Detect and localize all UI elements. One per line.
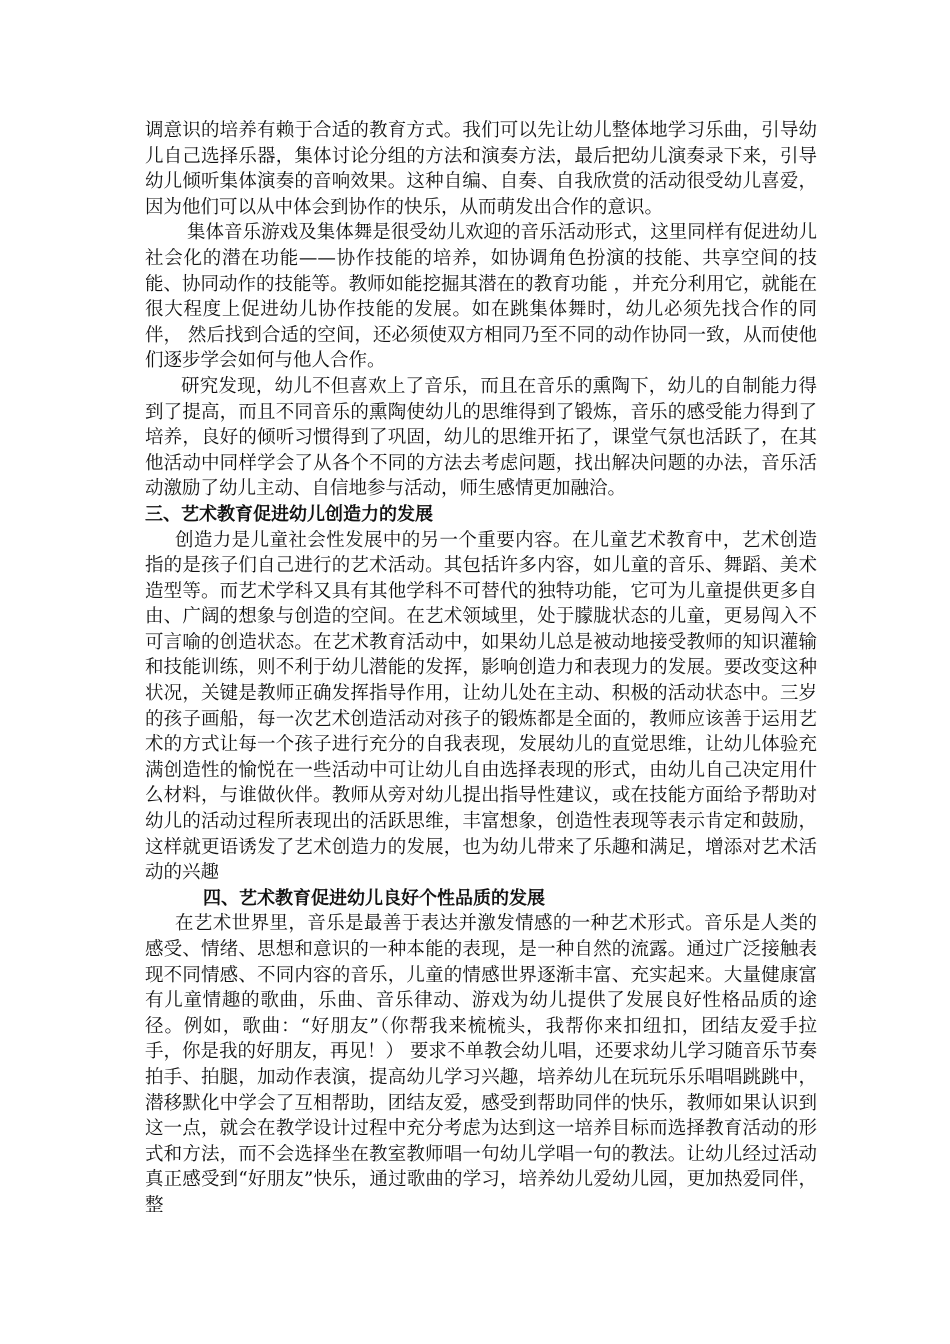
- section-heading-creativity: 三、艺术教育促进幼儿创造力的发展: [145, 503, 433, 525]
- paragraph-group-music-games: 集体音乐游戏及集体舞是很受幼儿欢迎的音乐活动形式，这里同样有促进幼儿社会化的潜在功能——协作技能的培养，如协调角色扮演的技能、共享空间的技能、协同动作的技能等。教师如能挖掘其潜在的教育功能 ，并充分利用它，就能在很大程度上促进幼儿协作技能的发展。如在跳集体舞时，幼儿必须先找合作的同伴， 然后找到合适的空间，还必须使双方相同乃至不同的动作协同一致，从而使他们逐步学会如何与他人合作。: [145, 222, 817, 372]
- paragraph-personality: 在艺术世界里，音乐是最善于表达并激发情感的一种艺术形式。音乐是人类的感受、情绪、思想和意识的一种本能的表现，是一种自然的流露。通过广泛接触表现不同情感、不同内容的音乐，儿童的情感世界逐渐丰富、充实起来。大量健康富有儿童情趣的歌曲，乐曲、音乐律动、游戏为幼儿提供了发展良好性格品质的途径。例如，歌曲：“好朋友”（你帮我来梳梳头，我帮你来扣纽扣，团结友爱手拉手，你是我的好朋友，再见！） 要求不单教会幼儿唱，还要求幼儿学习随音乐节奏拍手、拍腿，加动作表演，提高幼儿学习兴趣，培养幼儿在玩玩乐乐唱唱跳跳中，潜移默化中学会了互相帮助，团结友爱，感受到帮助同伴的快乐，教师如果认识到这一点，就会在教学设计过程中充分考虑为达到这一培养目标而选择教育活动的形式和方法，而不会选择坐在教室教师唱一句幼儿学唱一句的教法。让幼儿经过活动真正感受到“好朋友”快乐，通过歌曲的学习，培养幼儿爱幼儿园，更加热爱同伴，整: [145, 913, 817, 1216]
- paragraph-creativity: 创造力是儿童社会性发展中的另一个重要内容。在儿童艺术教育中，艺术创造指的是孩子们自己进行的艺术活动。其包括许多内容，如儿童的音乐、舞蹈、美术造型等。而艺术学科又具有其他学科不可替代的独特功能，它可为儿童提供更多自由、广阔的想象与创造的空间。在艺术领域里，处于朦胧状态的儿童，更易闯入不可言喻的创造状态。在艺术教育活动中，如果幼儿总是被动地接受教师的知识灌输和技能训练，则不利于幼儿潜能的发挥，影响创造力和表现力的发展。要改变这种状况，关键是教师正确发挥指导作用，让幼儿处在主动、积极的活动状态中。三岁的孩子画船，每一次艺术创造活动对孩子的锻炼都是全面的，教师应该善于运用艺术的方式让每一个孩子进行充分的自我表现，发展幼儿的直觉思维，让幼儿体验充满创造性的愉悦在一些活动中可让幼儿自由选择表现的形式，由幼儿自己决定用什么材料，与谁做伙伴。教师从旁对幼儿提出指导性建议，或在技能方面给予帮助对幼儿的活动过程所表现出的活跃思维，丰富想象，创造性表现等表示肯定和鼓励，这样就更语诱发了艺术创造力的发展，也为幼儿带来了乐趣和满足，增添对艺术活动的兴趣: [145, 529, 817, 884]
- document-page: [145, 118, 817, 1219]
- section-heading-personality: 四、艺术教育促进幼儿良好个性品质的发展: [203, 887, 545, 909]
- paragraph-cooperation-awareness: 调意识的培养有赖于合适的教育方式。我们可以先让幼儿整体地学习乐曲，引导幼儿自己选择乐器，集体讨论分组的方法和演奏方法，最后把幼儿演奏录下来，引导幼儿倾听集体演奏的音响效果。这种自编、自奏、自我欣赏的活动很受幼儿喜爱，因为他们可以从中体会到协作的快乐，从而萌发出合作的意识。: [145, 120, 817, 218]
- paragraph-research-findings: 研究发现，幼儿不但喜欢上了音乐，而且在音乐的熏陶下，幼儿的自制能力得到了提高，而且不同音乐的熏陶使幼儿的思维得到了锻炼，音乐的感受能力得到了培养，良好的倾听习惯得到了巩固，幼儿的思维开拓了，课堂气氛也活跃了，在其他活动中同样学会了从各个不同的方法去考虑问题，找出解决问题的办法，音乐活动激励了幼儿主动、自信地参与活动，师生感情更加融洽。: [145, 375, 817, 500]
